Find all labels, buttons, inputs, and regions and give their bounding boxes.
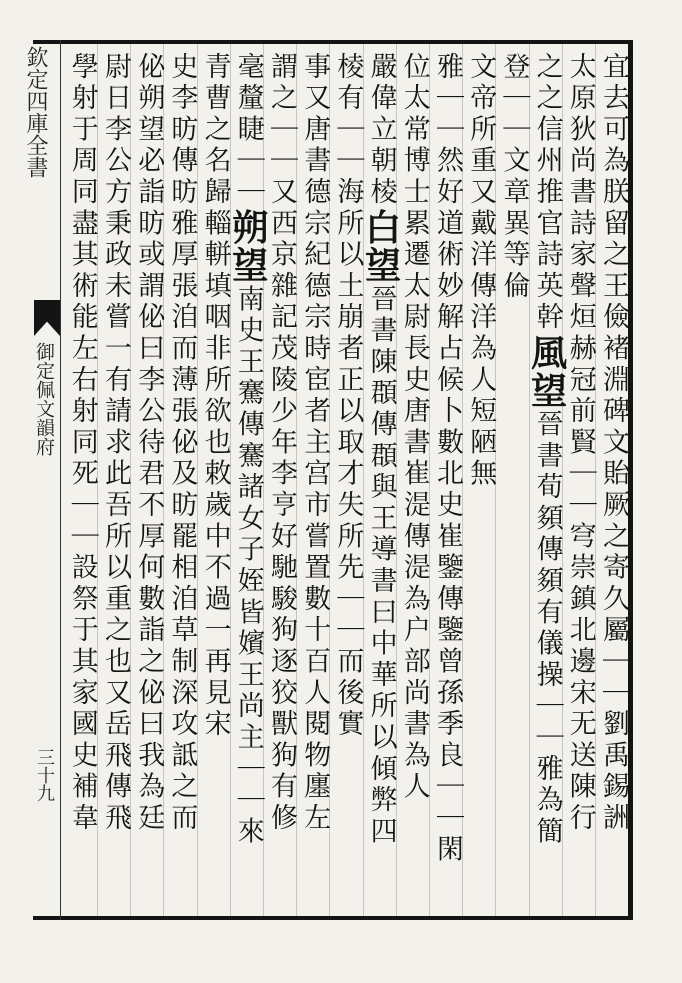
- text-column: [164, 52, 198, 835]
- text-segment: 海所以土崩者正以取才失所先｜｜而後實: [332, 177, 364, 741]
- column-rule: [363, 44, 364, 916]
- column-rule: [396, 44, 397, 916]
- text-segment: 毫釐睫｜｜: [232, 52, 264, 209]
- text-column: [330, 52, 364, 741]
- text-segment: 尉日李公方秉政未嘗一有請求此吾所以重之也又岳飛傳飛: [100, 52, 131, 835]
- text-column: [131, 52, 165, 835]
- column-rule: [263, 44, 264, 916]
- text-column: [198, 52, 232, 741]
- text-column: [226, 52, 269, 848]
- text-segment: 晉書陳頵傳頵與王導書曰中華所以傾弊四: [365, 284, 397, 848]
- column-rule: [562, 44, 563, 916]
- text-segment: 晉書荀䫂傳䫂有儀操｜｜雅為簡: [531, 409, 563, 848]
- text-segment: 學射于周同盡其術能左右射同死｜｜設祭于其家國史補韋: [66, 52, 98, 835]
- text-segment: 佖朔望必詣昉或謂佖曰李公待君不厚何數詣之佖曰我為廷: [133, 52, 165, 835]
- entry-heading: 風望: [525, 333, 568, 410]
- text-segment: 事又唐書德宗紀德宗時宦者主宫市嘗置數十百人閱物廛左: [299, 52, 331, 835]
- column-rule: [163, 44, 164, 916]
- text-column: [525, 52, 568, 848]
- folio-number: 三十九: [34, 748, 55, 802]
- column-rule: [197, 44, 198, 916]
- column-rule: [130, 44, 131, 916]
- text-column: [496, 52, 530, 302]
- text-column: [359, 52, 402, 848]
- text-segment: 謂之｜｜又西京雜記茂陵少年李亨好馳駿狗逐狡獸狗有修: [266, 52, 297, 835]
- column-rule: [230, 44, 231, 916]
- column-rule: [296, 44, 297, 916]
- text-segment: 雅｜｜然好道術妙解占候卜數北史崔鑒傳鑒曾孫季良｜｜閑: [432, 52, 463, 866]
- text-segment: 文帝所重又戴洋傳洋為人短陋無: [465, 52, 497, 491]
- text-column: [65, 52, 99, 835]
- collection-title: 欽定四庫全書: [23, 46, 48, 178]
- column-rule: [595, 44, 596, 916]
- column-rule: [495, 44, 496, 916]
- text-segment: 歸輜軿填咽非所欲也敕歲中不過一再見宋: [199, 177, 231, 741]
- text-column: [98, 52, 132, 835]
- text-segment: 史李昉傳昉雅厚張洎而薄張佖及昉罷相洎草制深攻詆之而: [166, 52, 198, 835]
- text-segment: 青曹之名: [199, 52, 231, 178]
- text-column: [397, 52, 431, 803]
- text-column: [563, 52, 597, 835]
- column-rule: [462, 44, 463, 916]
- column-rule: [429, 44, 430, 916]
- text-column: [463, 52, 497, 490]
- column-rule: [529, 44, 530, 916]
- text-segment: 宜去可為朕留之王儉褚淵碑文貽厥之寄久屬｜｜劉禹錫詶: [598, 52, 629, 835]
- text-column: [596, 52, 630, 835]
- text-segment: 位太常博士累遷太尉長史唐書崔湜傳湜為户部尚書為人: [398, 52, 430, 804]
- text-column: [430, 52, 464, 866]
- text-column: [297, 52, 331, 835]
- column-rule: [329, 44, 330, 916]
- text-segment: 太原狄尚書詩家聲烜赫冠前賢｜｜穹崇鎮北邊宋无送陳行: [564, 52, 596, 835]
- text-segment: 登｜｜文章異等倫: [498, 52, 530, 303]
- book-title: 御定佩文韻府: [33, 342, 55, 456]
- text-segment: 嚴偉立朝棱: [365, 52, 397, 209]
- text-column: [264, 52, 298, 835]
- column-rule: [97, 44, 98, 916]
- entry-heading: 朔望: [226, 208, 269, 285]
- text-segment: 棱有｜｜: [332, 52, 364, 178]
- entry-heading: 白望: [359, 208, 402, 285]
- text-segment: 南史王騫傳騫諸女子姪皆嬪王尚主｜｜來: [232, 284, 264, 848]
- text-segment: 之之信州推官詩英幹: [531, 52, 563, 334]
